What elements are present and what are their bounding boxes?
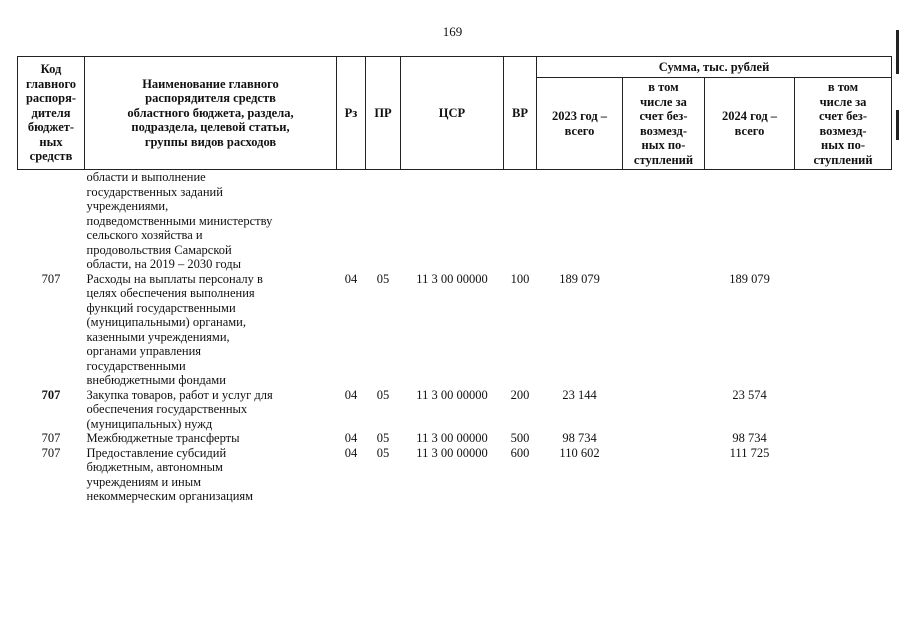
row-vr: 200 (510, 387, 530, 402)
row-name: Межбюджетные трансферты (86, 431, 240, 445)
row-csr: 11 3 00 00000 (416, 431, 488, 445)
row-name: Предоставление субсидий бюджетным, автономным учреждениям и иным некоммерческим организациям (86, 445, 254, 503)
header-2024-total: 2024 год – всего (705, 78, 795, 170)
row-code: 707 (41, 431, 61, 445)
table-row (18, 431, 892, 446)
row-pr: 05 (376, 387, 390, 402)
header-2023-total: 2023 год – всего (537, 78, 623, 170)
header-2023-free: в том числе за счет без- возмезд- ных по- ступлений (623, 78, 705, 170)
header-code: Код главного распоря- дителя бюджет- ных средств (18, 57, 85, 170)
row-vr: 500 (510, 431, 530, 445)
table-row (18, 388, 892, 432)
row-csr: 11 3 00 00000 (416, 387, 488, 402)
row-free-2024 (795, 272, 892, 388)
row-free-2023 (623, 446, 705, 504)
row-sum-2024: 111 725 (729, 445, 770, 460)
header-pr: ПР (366, 57, 401, 170)
table-row (18, 446, 892, 504)
row-sum-2024: 98 734 (732, 431, 767, 445)
row-csr: 11 3 00 00000 (416, 445, 488, 460)
row-sum-2023: 98 734 (562, 431, 597, 445)
row-sum-2024: 189 079 (729, 271, 770, 286)
row-rz: 04 (344, 271, 358, 286)
page-number: 169 (442, 24, 463, 39)
header-sum-group: Сумма, тыс. рублей (537, 57, 892, 78)
row-free-2024 (795, 388, 892, 432)
scan-edge-mark (896, 30, 899, 74)
row-free-2023 (623, 272, 705, 388)
header-2024-free: в том числе за счет без- возмезд- ных по- ступлений (795, 78, 892, 170)
scan-edge-mark (896, 110, 899, 140)
row-free-2023 (623, 431, 705, 446)
row-pr: 05 (376, 271, 390, 286)
row-free-2024 (795, 431, 892, 446)
row-free-2024 (795, 446, 892, 504)
budget-table (17, 56, 892, 504)
row-rz: 04 (344, 431, 358, 445)
row-vr: 600 (510, 445, 530, 460)
continuation-text: области и выполнение государственных заданий учреждениями, подведомственными министерству сельского хозяйства и продовольствия Самарской области, на 2019 – 2030 годы (86, 170, 273, 271)
row-name: Закупка товаров, работ и услуг для обеспечения государственных (муниципальных) нужд (86, 387, 273, 431)
row-sum-2024: 23 574 (732, 387, 767, 402)
continuation-row (18, 170, 892, 272)
header-rz: Рз (337, 57, 366, 170)
header-name: Наименование главного распорядителя средств областного бюджета, раздела, подраздела, целевой статьи, группы видов расходов (85, 57, 337, 170)
row-code: 707 (41, 445, 61, 460)
row-code: 707 (41, 387, 61, 402)
row-vr: 100 (510, 271, 530, 286)
row-sum-2023: 189 079 (559, 271, 600, 286)
row-pr: 05 (376, 445, 390, 460)
row-sum-2023: 23 144 (562, 387, 597, 402)
table-row (18, 272, 892, 388)
header-csr: ЦСР (401, 57, 504, 170)
row-pr: 05 (376, 431, 390, 445)
row-code: 707 (41, 271, 61, 286)
row-name: Расходы на выплаты персоналу в целях обеспечения выполнения функций государственными (муниципальными) органами, казенными учреждениями, органами управления государственными внебюджетными фондами (86, 271, 263, 387)
row-rz: 04 (344, 387, 358, 402)
row-csr: 11 3 00 00000 (416, 271, 488, 286)
row-rz: 04 (344, 445, 358, 460)
header-vr: ВР (504, 57, 537, 170)
row-sum-2023: 110 602 (559, 445, 600, 460)
row-free-2023 (623, 388, 705, 432)
